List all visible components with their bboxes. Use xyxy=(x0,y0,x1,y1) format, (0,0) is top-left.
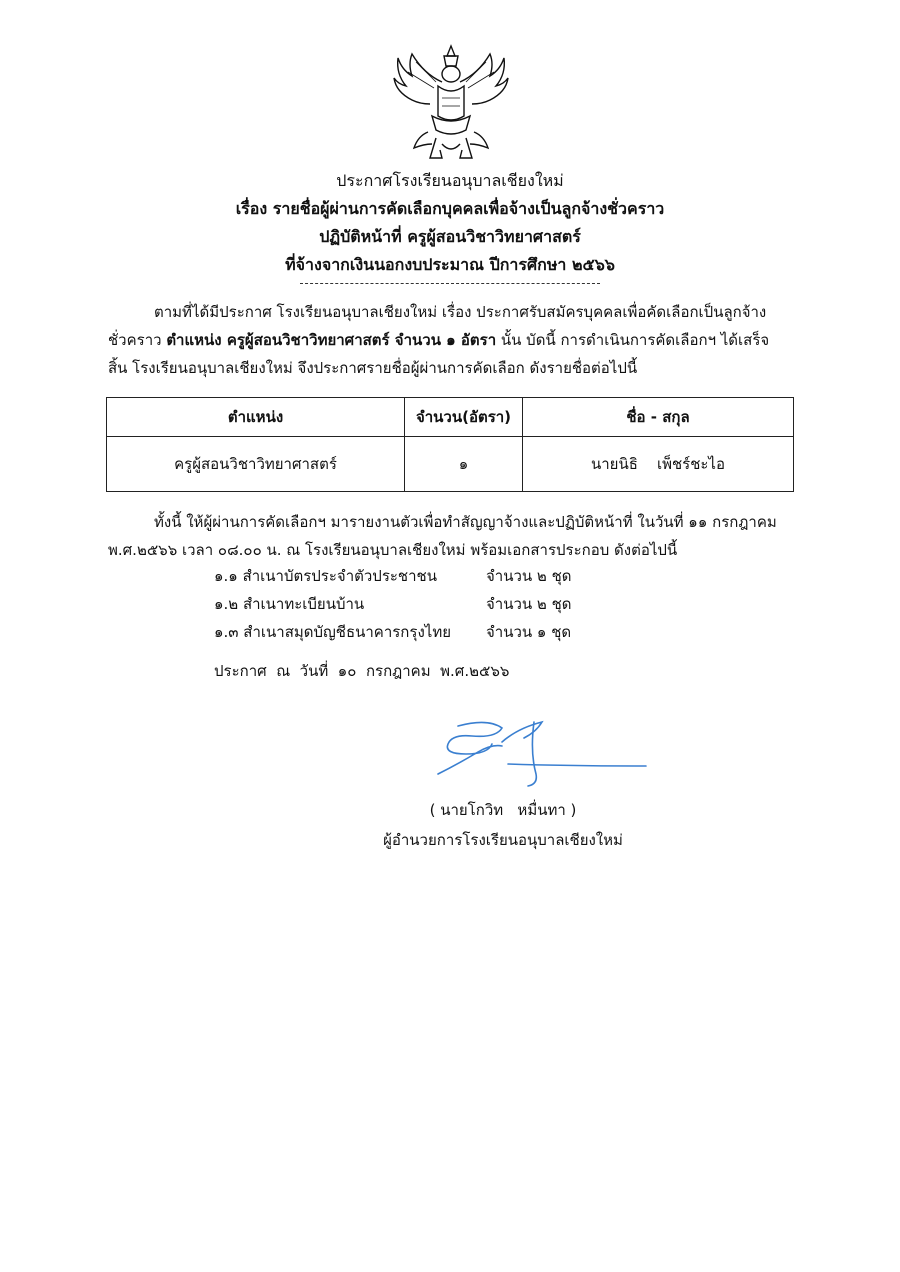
intro-position-bold: ตำแหน่ง ครูผู้สอนวิชาวิทยาศาสตร์ จำนวน ๑ อัตรา xyxy=(166,331,497,349)
document-qty: จำนวน ๒ ชุด xyxy=(486,595,572,613)
list-item xyxy=(214,562,614,590)
document-item: ๑.๑ สำเนาบัตรประจำตัวประชาชน xyxy=(214,567,437,585)
result-table xyxy=(106,397,794,492)
document-item: ๑.๓ สำเนาสมุดบัญชีธนาคารกรุงไทย xyxy=(214,623,451,641)
heading-line-4: ที่จ้างจากเงินนอกงบประมาณ ปีการศึกษา ๒๕๖๖ xyxy=(285,255,615,274)
intro-line-3: สิ้น โรงเรียนอนุบาลเชียงใหม่ จึงประกาศรายชื่อผู้ผ่านการคัดเลือก ดังรายชื่อต่อไปนี้ xyxy=(108,359,638,377)
table-row xyxy=(107,437,794,492)
heading-line-2: เรื่อง รายชื่อผู้ผ่านการคัดเลือกบุคคลเพื่อจ้างเป็นลูกจ้างชั่วคราว xyxy=(235,199,665,218)
intro-line-1: ตามที่ได้มีประกาศ โรงเรียนอนุบาลเชียงใหม่ เรื่อง ประกาศรับสมัครบุคคลเพื่อคัดเลือกเป็นลูกจ้าง xyxy=(154,303,767,321)
table-cell-position: ครูผู้สอนวิชาวิทยาศาสตร์ xyxy=(107,437,405,492)
list-item xyxy=(214,618,614,646)
document-item: ๑.๒ สำเนาทะเบียนบ้าน xyxy=(214,595,365,613)
heading-line-1: ประกาศโรงเรียนอนุบาลเชียงใหม่ xyxy=(336,171,564,190)
table-cell-name: นายนิธิ เพ็ชร์ชะไอ xyxy=(523,437,794,492)
report-line-2: พ.ศ.๒๕๖๖ เวลา ๐๘.๐๐ น. ณ โรงเรียนอนุบาลเชียงใหม่ พร้อมเอกสารประกอบ ดังต่อไปนี้ xyxy=(108,541,678,559)
document-qty: จำนวน ๑ ชุด xyxy=(486,623,572,641)
document-list xyxy=(214,562,614,646)
intro-paragraph xyxy=(108,298,794,382)
signer-title: ผู้อำนวยการโรงเรียนอนุบาลเชียงใหม่ xyxy=(383,831,623,849)
report-line-1: ทั้งนี้ ให้ผู้ผ่านการคัดเลือกฯ มารายงานตัวเพื่อทำสัญญาจ้างและปฏิบัติหน้าที่ ในวันที่ ๑๑ กรกฎาคม xyxy=(154,513,777,531)
document-qty: จำนวน ๒ ชุด xyxy=(486,567,572,585)
dashed-divider xyxy=(300,283,600,284)
report-paragraph xyxy=(108,508,794,564)
table-cell-count: ๑ xyxy=(405,437,523,492)
intro-line-2-c: นั้น บัดนี้ การดำเนินการคัดเลือกฯ ได้เสร็จ xyxy=(496,331,770,349)
list-item xyxy=(214,590,614,618)
garuda-emblem-icon xyxy=(392,42,510,164)
signer-name: ( นายโกวิท หมื่นทา ) xyxy=(429,801,577,819)
signature-icon xyxy=(430,712,660,792)
table-header-position: ตำแหน่ง xyxy=(107,398,405,437)
announce-date: ประกาศ ณ วันที่ ๑๐ กรกฎาคม พ.ศ.๒๕๖๖ xyxy=(214,662,510,680)
intro-line-2-a: ชั่วคราว xyxy=(108,331,167,349)
heading-line-3: ปฏิบัติหน้าที่ ครูผู้สอนวิชาวิทยาศาสตร์ xyxy=(319,227,581,246)
table-header-name: ชื่อ - สกุล xyxy=(523,398,794,437)
table-header-count: จำนวน(อัตรา) xyxy=(405,398,523,437)
table-header-row xyxy=(107,398,794,437)
intro-line-2 xyxy=(108,326,794,354)
